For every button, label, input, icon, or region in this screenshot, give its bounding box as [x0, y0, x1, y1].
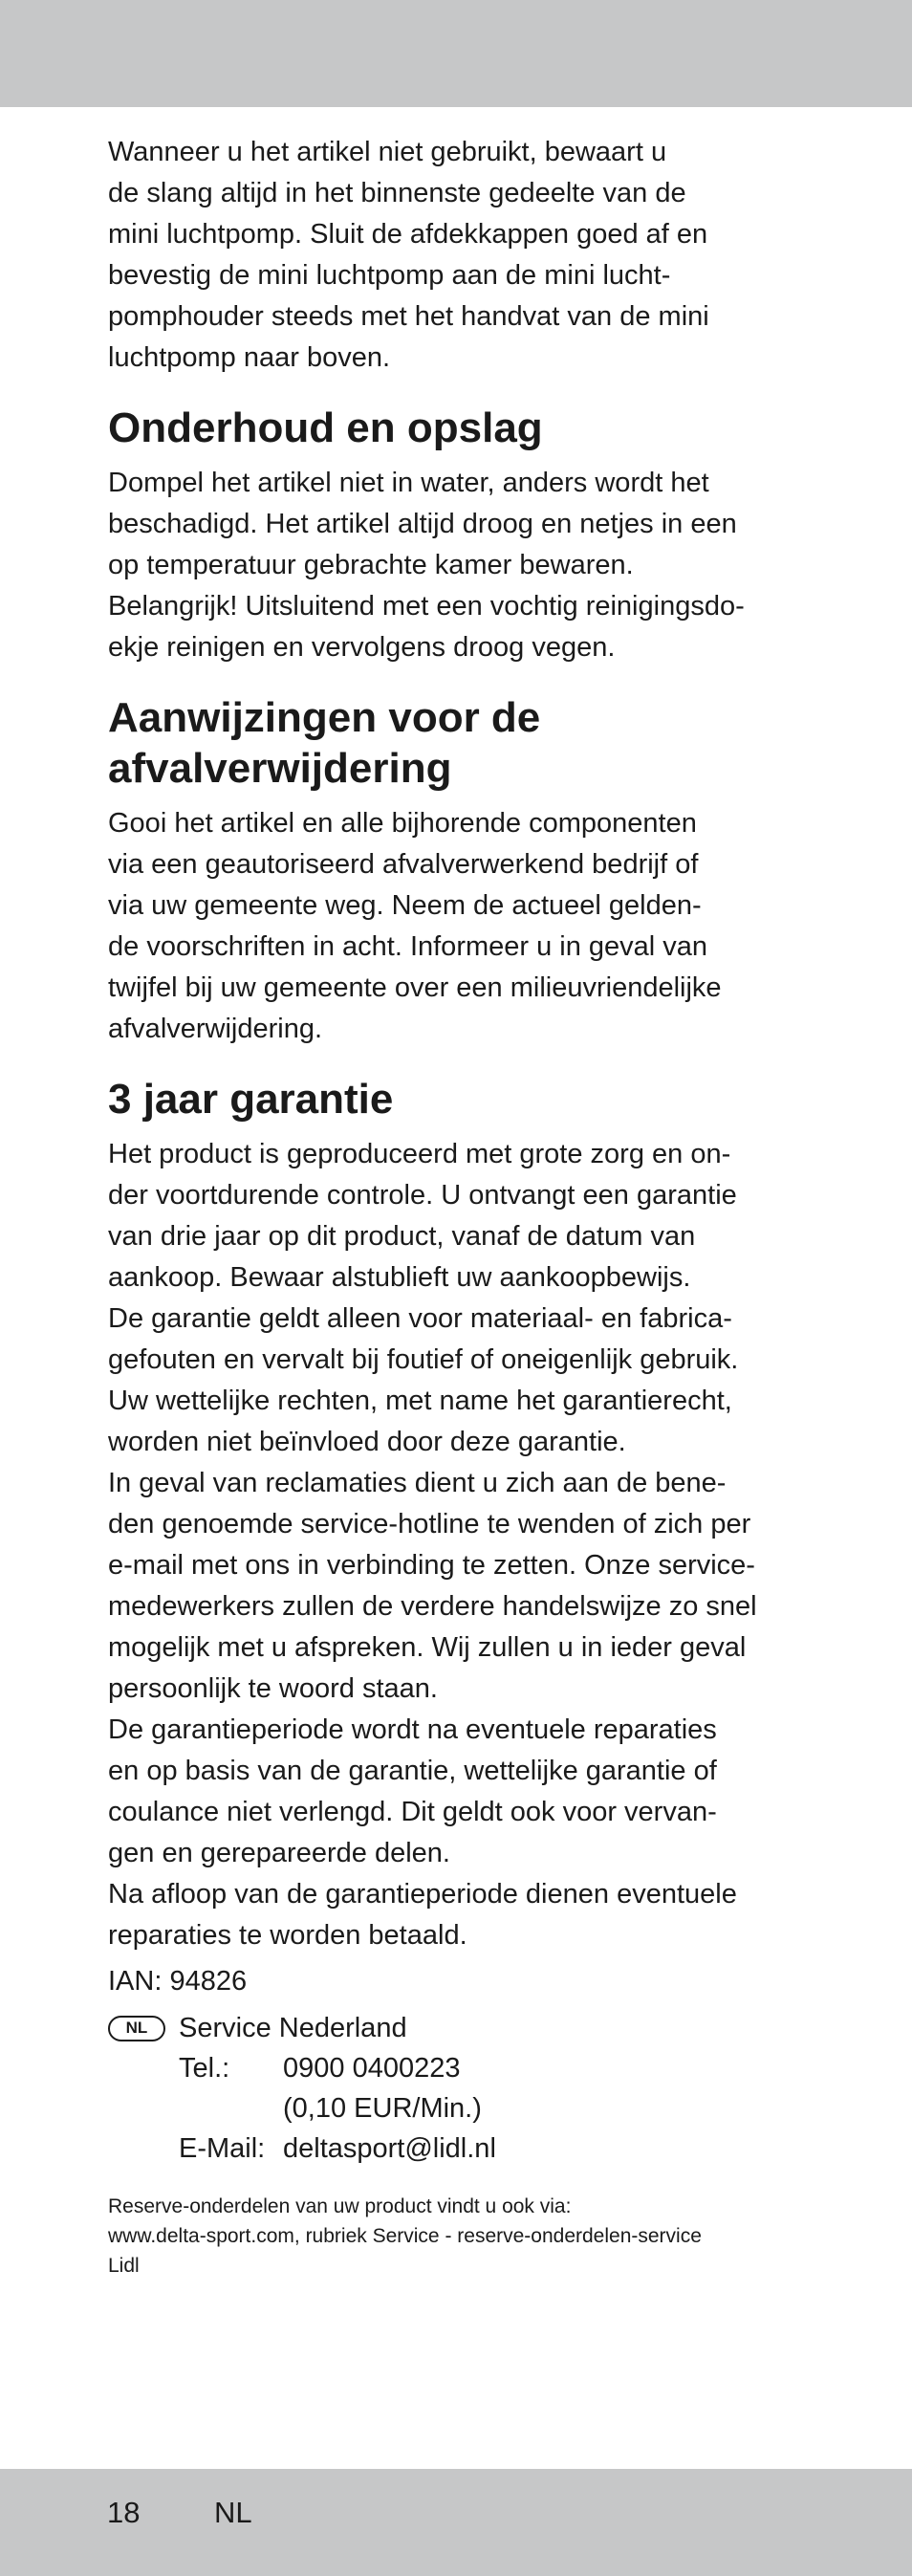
page-number: 18: [107, 2496, 141, 2529]
storage-paragraph: Wanneer u het artikel niet gebruikt, bewaart u de slang altijd in het binnenste gedeelte van de mini luchtpomp. Sluit de afdekkappen goed af en bevestig de mini luchtpomp aan de mini lucht- pomphouder steeds met het handvat van de mini luchtpomp naar boven.: [108, 137, 709, 373]
disposal-heading: Aanwijzingen voor de afvalverwijdering: [108, 694, 541, 792]
maintenance-paragraph: Dompel het artikel niet in water, anders wordt het beschadigd. Het artikel altijd droog en netjes in een op temperatuur gebrachte kamer bewaren. Belangrijk! Uitsluitend met een vochtig reinigingsdo- ekje reinigen en vervolgens droog vegen.: [108, 468, 745, 663]
email-label: E-Mail:: [179, 2133, 266, 2164]
language-code: NL: [214, 2496, 252, 2529]
country-badge: NL: [108, 2016, 165, 2041]
email-value: deltasport@lidl.nl: [283, 2133, 496, 2164]
header-bar: [0, 0, 912, 107]
service-title: Service Nederland: [179, 2013, 407, 2043]
page-content: [108, 132, 815, 2301]
maintenance-heading: Onderhoud en opslag: [108, 404, 543, 451]
tel-label: Tel.:: [179, 2053, 230, 2084]
disposal-paragraph: Gooi het artikel en alle bijhorende componenten via een geautoriseerd afvalverwerkend bedrijf of via uw gemeente weg. Neem de actueel gelden- de voorschriften in acht. Informeer u in geval van twijfel bij uw gemeente over een milieuvriendelijke afvalverwijdering.: [108, 808, 722, 1044]
tel-rate: (0,10 EUR/Min.): [283, 2093, 482, 2124]
warranty-heading: 3 jaar garantie: [108, 1076, 394, 1123]
warranty-paragraph: Het product is geproduceerd met grote zorg en on- der voortdurende controle. U ontvangt een garantie van drie jaar op dit product, vanaf de datum van aankoop. Bewaar alstublieft uw aankoopbewijs. De garantie geldt alleen voor materiaal- en fabrica- gefouten en vervalt bij foutief of oneigenlijk gebruik. Uw wettelijke rechten, met name het garantierecht, worden niet beïnvloed door deze garantie. In geval van reclamaties dient u zich aan de bene- den genoemde service-hotline te wenden of zich per e-mail met ons in verbinding te zetten. Onze service- medewerkers zullen de verdere handelswijze zo snel mogelijk met u afspreken. Wij zullen u in ieder geval persoonlijk te woord staan. De garantieperiode wordt na eventuele reparaties en op basis van de garantie, wettelijke garantie of coulance niet verlengd. Dit geldt ook voor vervan- gen en gerepareerde delen. Na afloop van de garantieperiode dienen eventuele reparaties te worden betaald.: [108, 1139, 757, 1951]
service-block: [108, 2008, 815, 2169]
ian-number: IAN: 94826: [108, 1966, 248, 1997]
tel-value: 0900 0400223: [283, 2053, 461, 2084]
spare-parts-note: Reserve-onderdelen van uw product vindt u ook via: www.delta-sport.com, rubriek Service - reserve-onderdelen-service Lidl: [108, 2195, 702, 2277]
